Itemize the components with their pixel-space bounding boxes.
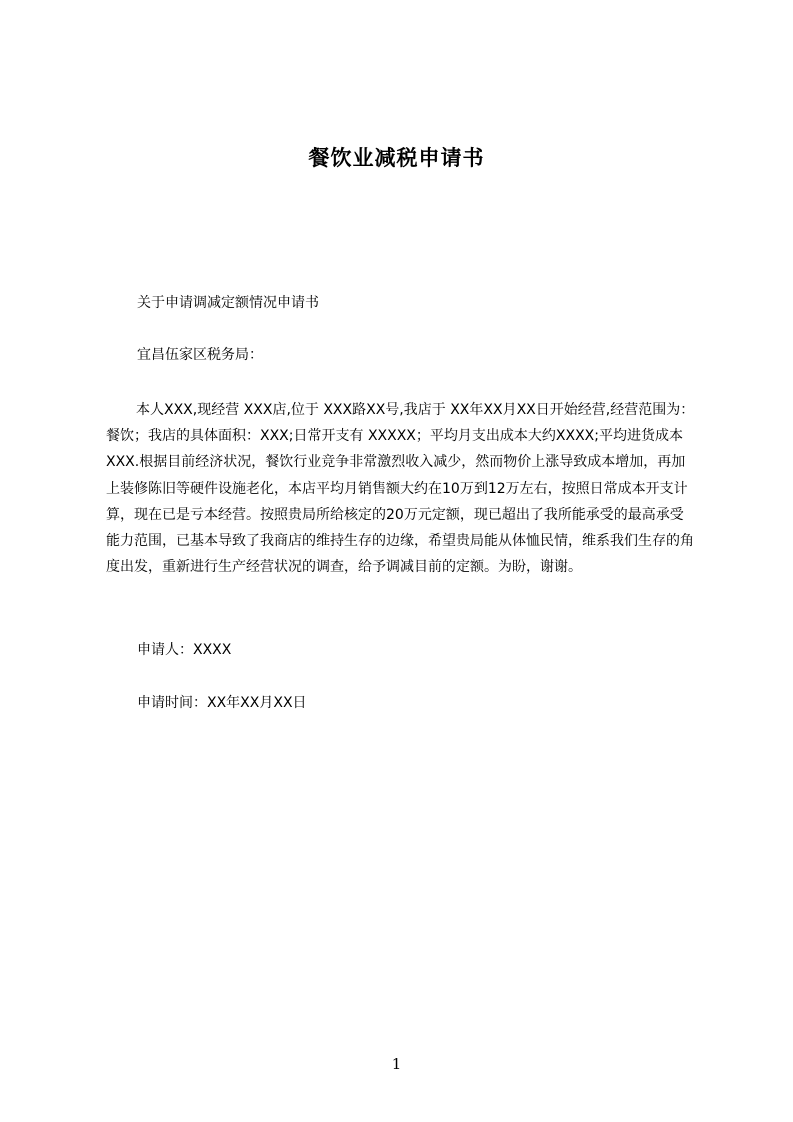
document-title: 餐饮业减税申请书 [308,146,485,170]
applicant-line: 申请人：XXXX [137,642,232,658]
page-number: 1 [391,1055,402,1073]
subject-line: 关于申请调减定额情况申请书 [137,295,319,311]
recipient-line: 宜昌伍家区税务局： [137,347,263,363]
date-line: 申请时间：XX年XX月XX日 [137,695,307,711]
body-paragraph: 本人XXX,现经营 XXX店,位于 XXX路XX号,我店于 XX年XX月XX日开始经营,经营范围为：餐饮；我店的具体面积：XXX;日常开支有 XXXXX；平均月支出成本大约XXXX;平均进货成本 XXX.根据目前经济状况，餐饮行业竞争非常激烈收入减少，然而物价上涨导致成本增加，再加上装修陈旧等硬件设施老化，本店平均月销售额大约在10万到12万左右，按照日常成本开支计算，现在已是亏本经营。按照贵局所给核定的20万元定额，现已超出了我所能承受的最高承受能力范围，已基本导致了我商店的维持生存的边缘，希望贵局能从体恤民情，维系我们生存的角度出发，重新进行生产经营状况的调查，给予调减目前的定额。为盼，谢谢。 [106,402,695,576]
